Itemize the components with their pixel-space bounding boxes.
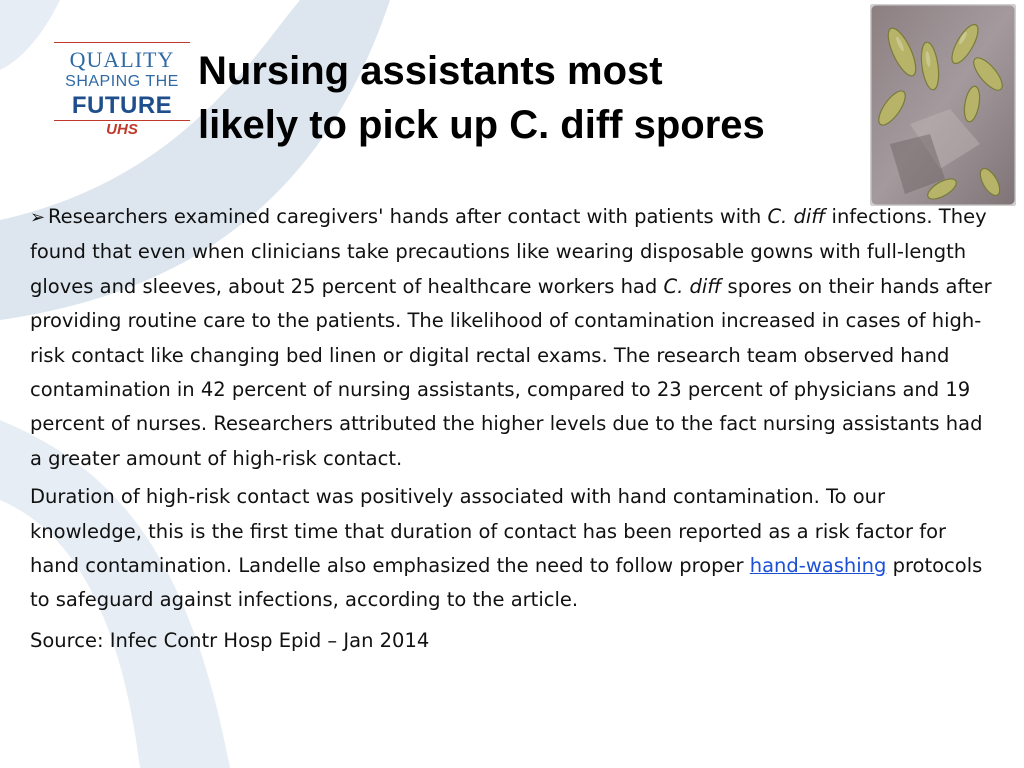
- findings-text-2: infections. They found that even when clinicians take precautions like wearing disposable gowns with full-length gloves and sleeves, about 25 percent of healthcare workers had: [30, 205, 987, 298]
- logo-line-quality: QUALITY: [69, 47, 175, 72]
- slide-body: [30, 200, 996, 658]
- findings-text-1: Researchers examined caregivers' hands after contact with patients with: [48, 205, 768, 228]
- quality-shaping-the-future-logo: [52, 42, 192, 168]
- logo-top-rule: [54, 42, 190, 43]
- title-line-2: likely to pick up C. diff spores: [198, 103, 765, 147]
- duration-text-1: Duration of high-risk contact was positively associated with hand contamination. To our knowledge, this is the first time that duration of contact has been reported as a risk factor for hand contamination. Landelle also emphasized the need to follow proper: [30, 485, 947, 578]
- logo-line-future: FUTURE: [71, 92, 173, 119]
- slide-title: [198, 44, 765, 152]
- hand-washing-link[interactable]: hand-washing: [749, 554, 887, 578]
- findings-paragraph: [30, 200, 996, 476]
- c-diff-italic-2: C. diff: [663, 274, 722, 298]
- title-line-1: Nursing assistants most: [198, 49, 663, 93]
- logo-uhs-mark: UHS: [106, 121, 138, 138]
- c-diff-italic-1: C. diff: [767, 205, 826, 228]
- arrow-bullet-icon: ➢: [30, 207, 46, 228]
- logo-line-shaping-the: SHAPING THE: [65, 73, 179, 90]
- findings-text-3: spores on their hands after providing routine care to the patients. The likelihood of contamination increased in cases of high-risk contact like changing bed linen or digital rectal exams. The research team observed hand contamination in 42 percent of nursing assistants, compared to 23 percent of physicians and 19 percent of nurses. Researchers attributed the higher levels due to the fact nursing assistants had a greater amount of high-risk contact.: [30, 274, 992, 470]
- duration-paragraph: [30, 480, 996, 618]
- duration-text-2: protocols to safeguard against infections, according to the article.: [30, 554, 983, 612]
- c-diff-bacteria-micrograph: [870, 4, 1016, 206]
- source-citation: Source: Infec Contr Hosp Epid – Jan 2014: [30, 628, 430, 652]
